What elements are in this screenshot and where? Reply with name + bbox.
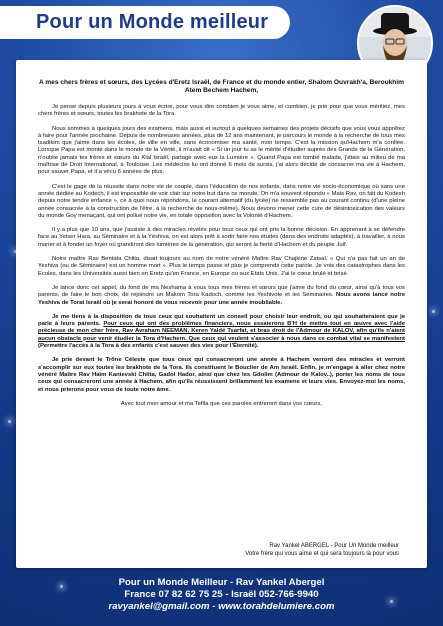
letter-paragraph: Nous sommes à quelques jours des examens, mais aussi et surtout à quelques semaines des projets décisifs que vous vous apprêtez à faire pour l'année prochaine. Depuis de nombreuses années, plus de 12 ans maintenant, je parcours le monde à la recherche de tous mes tsadikim que j'aime dans les écoles, de ville en ville, sans économiser ma santé, mon temps. C'est la mission qu'Hachem m'a confiée. Lorsque Papa est monté dans le monde de la Vérité, il m'avait dit « Si un jour tu as le mérite d'étudier auprès des Grands de la Génération, n'oublie jamais tes frères et sœurs du Klal Israël, partage avec eux la Lumière ». Quand Papa est tombé malade, j'étais au milieu de ma maîtrise de Droit International, à Toulouse. Les médecins lui ont donné 6 mois de sursis, j'ai alors décidé de consacrer ma vie à Hachem, pour sauver Papa, et il a vécu 6 années de plus.: [38, 125, 405, 176]
letter-paragraph: C'est le gage de la réussite dans notre vie de couple, dans l'éducation de nos enfants, dans notre vie socio-économique où sans une année dédiée au Kodech, il est impossible de voir clair sur notre but dans ce monde. On m'a souvent répondu « Mais Rav, on fait du Kodesh depuis notre tendre enfance », ce à quoi nous répondons, le courant alternatif (du lycée) ne ressemble pas au courant continu (d'une pleine année consacrée à la construction de l'être, à la recherche de nous-même). Nous devons mener cette cure de désintoxication des valeurs du monde Goy menaçant, qui ont pollué notre vie, en totale opposition avec la Volonté d'Hachem.: [38, 183, 405, 219]
page-title: Pour un Monde meilleur: [36, 11, 269, 33]
letter-paragraph: [38, 285, 405, 307]
footer-links: [0, 601, 443, 613]
sparkle-decoration: [432, 310, 435, 313]
letter-paragraph: Notre maître Rav Bentata Chlita, disait toujours au nom de notre vénéré Maître Rav Chajkine Zatsal, « Qui n'a pas fait un an de Yeshiva (ou de Séminaire) est un homme mort ». Plus le temps passe et plus je comprends cette parole. Je vois des catastrophes dans les Ecoles, dans les Universités aussi bien en Eretz qu'en France, en Europe ou aux Etats Unis. J'ai le cœur brulé et brisé.: [38, 256, 405, 277]
paragraph-text: Je lance donc cet appel, du fond de ma Neshama à vous tous mes frères et sœurs que j'aime du fond du cœur, ainsi qu'à tous vos parents, de faire le bon choix, de rejoindre un Makom Tora Kadoch, comme les Yeshivote et les Séminaires.: [38, 284, 405, 299]
paragraph-underlined-text: Pour ceux qui ont des problèmes financiers, nous essaierons B'H de mettre tout en œuvre avec l'aide précieuse de mon cher frère, Rav Avraham NEEMAN, Keren Yaldé Tsarfat, et bras droit de l'Admour de KALOV, afin qu'ils n'aient aucun obstacle pour venir étudier la Tora d'Hachem. Que ceux qui veulent s'associer à nous dans ce combat vital se manifestent: [38, 321, 405, 342]
letter-body: [38, 79, 405, 415]
signature-note: Votre frère qui vous aime et qui sera toujours là pour vous: [245, 550, 399, 557]
letter-closing: Avec tout mon amour et ma Tefila que ces paroles entreront dans vos cœurs,: [120, 400, 323, 407]
footer-phones: France 07 82 62 75 25 - Israël 052-766-9940: [124, 589, 319, 600]
paragraph-bold-text: (Permettre l'accès à la Tora à des enfants c'est sauver des vies pour l'Éternité).: [38, 343, 259, 350]
footer-separator: -: [209, 601, 219, 612]
email-link[interactable]: ravyankel@gmail.com: [108, 601, 210, 612]
paragraph-bold-text: Je me tiens à la disposition de tous ceux qui souhaitent un conseil pour choisir leur endroit, ou qui souhaiteraient que je parle à leurs parents.: [38, 313, 405, 328]
title-banner: [0, 6, 290, 39]
website-link[interactable]: www.torahdelumiere.com: [218, 601, 335, 612]
letter-paragraph: [38, 314, 405, 350]
footer-contact: [0, 577, 443, 613]
letter-paragraph: Je prie devant le Trône Céleste que tous ceux qui consacreront une année à Hachem verront des miracles et verront s'accomplir sur eux toutes les brakhote de la Tora. Ils constituent le Bouclier de Am Israël. Enfin, je m'engage à aller chez notre vénéré Maître Rav Haïm Kanievski Chlita, Gadol Hador, ainsi que chez les Gdolim (Admour de Kalov..), porter les noms de tous ceux qui consacreront une année à Hachem, afin qu'ils réussissent brillamment les examens et leurs vies. Envoyez-moi les noms, et nous prierons pour vous de toute notre âme.: [38, 357, 405, 393]
footer-organization: Pour un Monde Meilleur - Rav Yankel Abergel: [118, 577, 325, 588]
letter-greeting: A mes chers frères et sœurs, des Lycées d'Eretz Israël, de France et du monde entier, Shalom Ouvrakh'a, Beroukhim Atem Bechem Hachem,: [38, 79, 405, 94]
sparkle-decoration: [8, 420, 11, 423]
signature-name: Rav Yankel ABERGEL - Pour Un Monde meilleur: [269, 543, 399, 549]
letter-paragraph: Il y a plus que 10 ans, que j'assiste à des miracles révélés pour tous ceux qui ont pris la bonne décision. En apprenant à se défendre face au Yetser Hara, au Séminaire et à la Yéshiva, on est alors prêt à sortir faire nos études (dans des endroits adaptés), à travailler, à nous marier et à fonder un foyer où grandiront des lumières de la génération, qui seront la fierté d'Hachem et du peuple Juif.: [38, 227, 405, 248]
signature-block: [245, 543, 399, 558]
paragraph-bold-text: Nous avons lancé notre Yeshiva de Torat Israël où je serai honoré de vous recevoir pour une année inoubliable.: [38, 292, 405, 306]
letter-paragraph: Je pense depuis plusieurs jours à vous écrire, pour vous dire combien je vous aime, et combien, je prie pour que vous méritiez, mes chers frères et sœurs, toutes les brakhote de la Tora.: [38, 104, 405, 118]
